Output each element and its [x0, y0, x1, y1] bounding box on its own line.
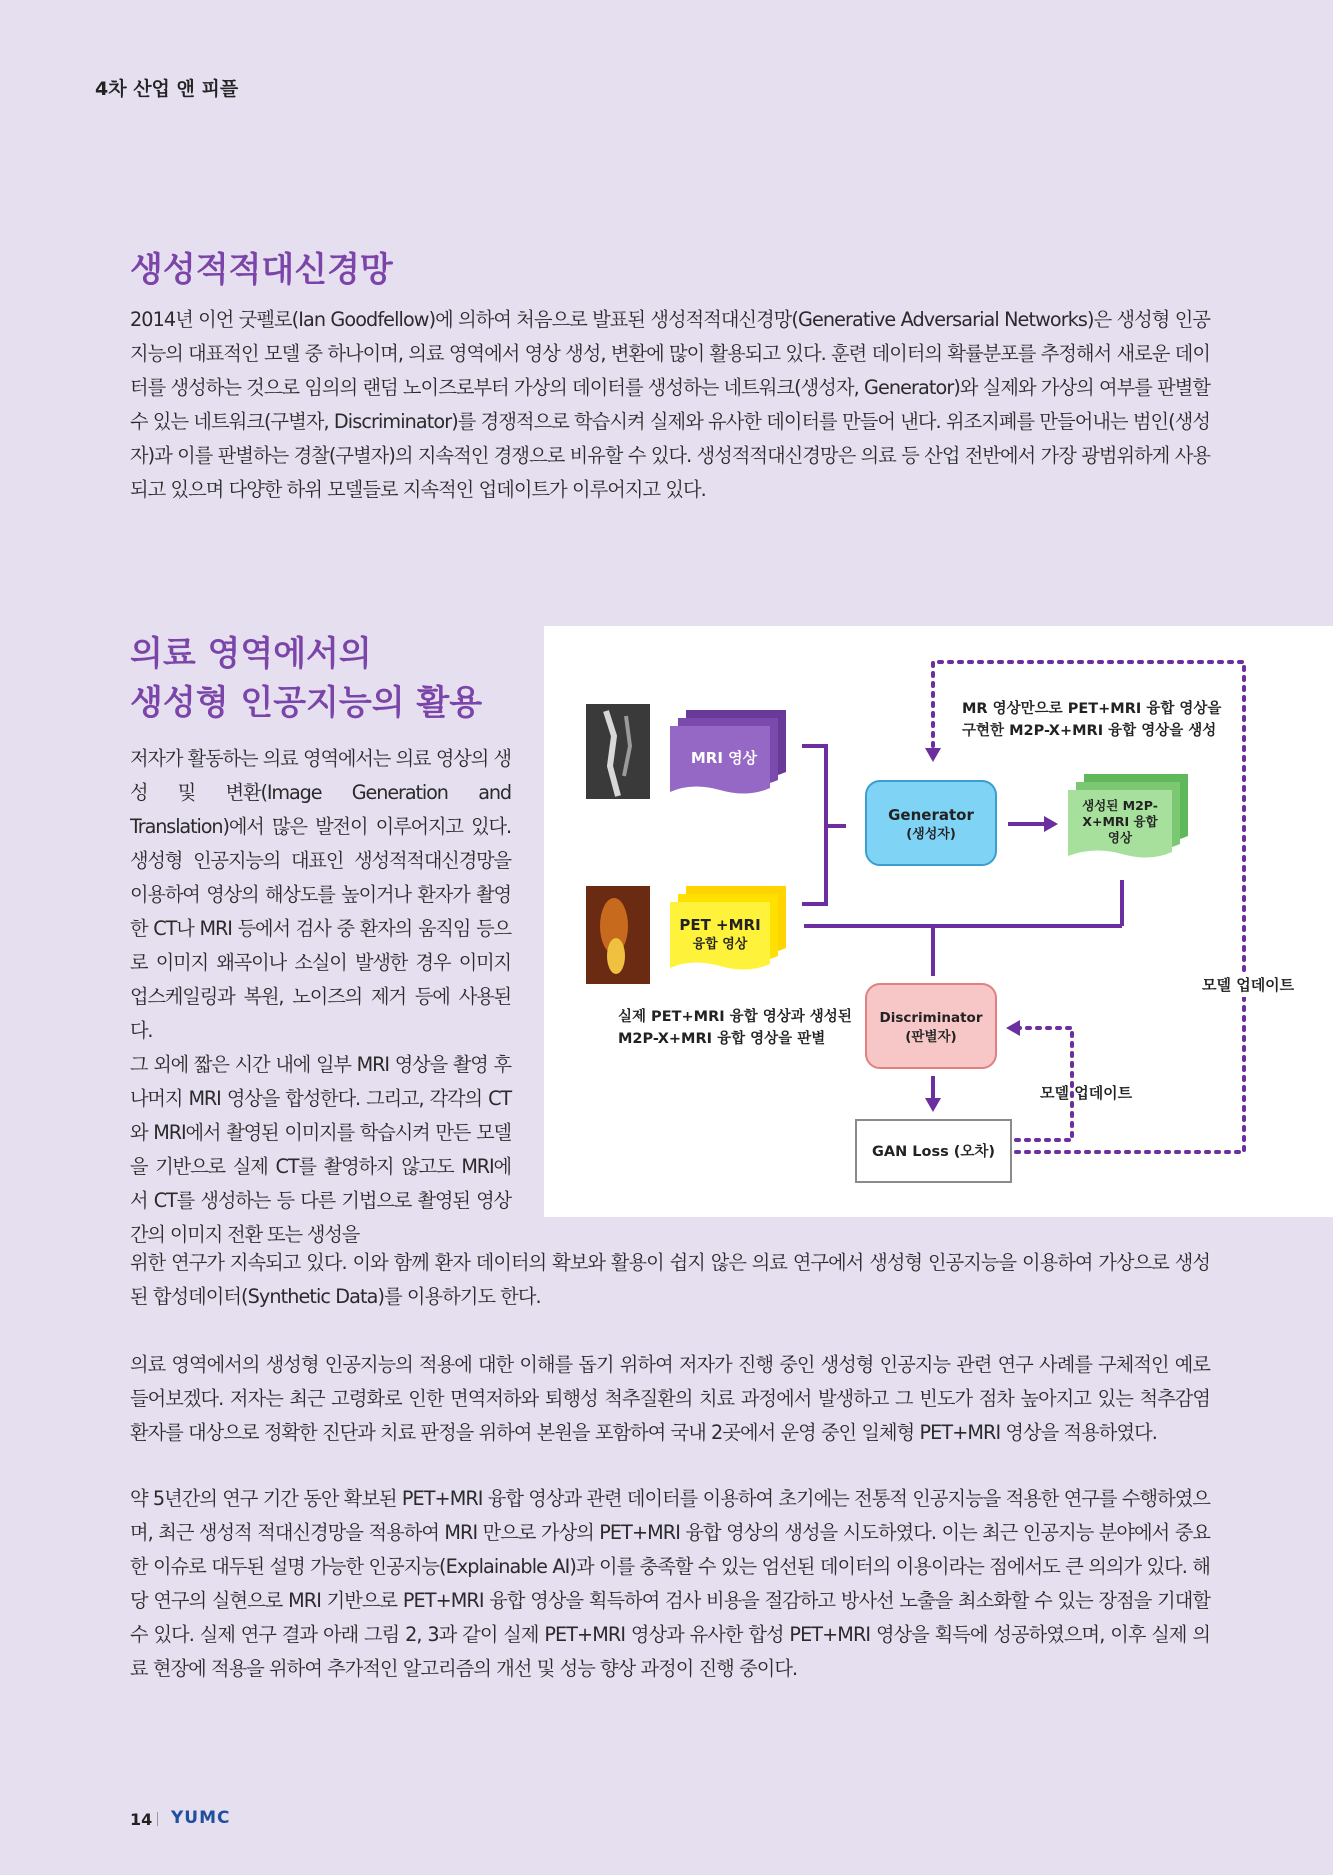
generator-label-line2: (생성자) — [906, 827, 956, 842]
pet-label-line2: 융합 영상 — [692, 937, 748, 952]
section-title-medical-line1: 의료 영역에서의 — [130, 634, 372, 674]
gan-loss-label: GAN Loss (오차) — [871, 1144, 996, 1160]
research-paragraph-2: 약 5년간의 연구 기간 동안 확보된 PET+MRI 융합 영상과 관련 데이터를 이용하여 초기에는 전통적 인공지능을 적용한 연구를 수행하였으며, 최근 생성적 적대신경망을 적용하여 MRI 만으로 가상의 PET+MRI 융합 영상의 생성을 시도하였다. 이는 최근 인공지능 분야에서 중요한 이슈로 대두된 설명 가능한 인공지능(Explainable AI)과 이를 충족할 수 있는 엄선된 데이터의 이용이라는 점에서도 큰 의의가 있다. 해당 연구의 실현으로 MRI 기반으로 PET+MRI 융합 영상을 획득하여 검사 비용을 절감하고 방사선 노출을 최소화할 수 있는 장점을 기대할 수 있다. 실제 연구 결과 아래 그림 2, 3과 같이 실제 PET+MRI 영상과 유사한 합성 PET+MRI 영상을 획득에 성공하였으며, 이후 실제 의료 현장에 적용을 위하여 추가적인 알고리즘의 개선 및 성능 향상 과정이 진행 중이다. — [130, 1487, 1210, 1680]
running-title: 4차 산업 앤 피플 — [95, 78, 239, 100]
top-note-line1: MR 영상만으로 PET+MRI 융합 영상을 — [962, 701, 1222, 717]
medical-side-paragraph-2: 그 외에 짧은 시간 내에 일부 MRI 영상을 촬영 후 나머지 MRI 영상을 합성한다. 그리고, 각각의 CT와 MRI에서 촬영된 이미지를 학습시켜 만든 모델을 기반으로 실제 CT를 촬영하지 않고도 MRI에서 CT를 생성하는 등 다른 기법으로 촬영된 영상 간의 이미지 전환 또는 생성을 — [130, 1053, 511, 1246]
discriminator-label — [866, 1009, 996, 1047]
section-title-medical — [130, 630, 482, 728]
gan-paragraph: 2014년 이언 굿펠로(Ian Goodfellow)에 의하여 처음으로 발표된 생성적적대신경망(Generative Adversarial Networks)은 생성형 인공지능의 대표적인 모델 중 하나이며, 의료 영역에서 영상 생성, 변환에 많이 활용되고 있다. 훈련 데이터의 확률분포를 추정해서 새로운 데이터를 생성하는 것으로 임의의 랜덤 노이즈로부터 가상의 데이터를 생성하는 네트워크(생성자, Generator)와 실제와 가상의 여부를 판별할 수 있는 네트워크(구별자, Discriminator)를 경쟁적으로 학습시켜 실제와 유사한 데이터를 만들어 낸다. 위조지폐를 만들어내는 범인(생성자)과 이를 판별하는 경찰(구별자)의 지속적인 경쟁으로 비유할 수 있다. 생성적적대신경망은 의료 등 산업 전반에서 가장 광범위하게 사용되고 있으며 다양한 하위 모델들로 지속적인 업데이트가 이루어지고 있다. — [130, 308, 1210, 501]
generated-label-line3: 영상 — [1107, 830, 1133, 845]
pet-label-line1: PET +MRI — [679, 916, 761, 934]
generated-label-line1: 생성된 M2P- — [1082, 798, 1158, 813]
research-paragraph-1: 의료 영역에서의 생성형 인공지능의 적용에 대한 이해를 돕기 위하여 저자가 진행 중인 생성형 인공지능 관련 연구 사례를 구체적인 예로 들어보겠다. 저자는 최근 고령화로 인한 면역저하와 퇴행성 척추질환의 치료 과정에서 발생하고 그 빈도가 점차 높아지고 있는 척추감염 환자를 대상으로 정확한 진단과 치료 판정을 위하여 본원을 포함하여 국내 2곳에서 운영 중인 일체형 PET+MRI 영상을 적용하였다. — [130, 1353, 1210, 1444]
generator-label — [866, 806, 996, 844]
discriminator-note — [618, 1006, 852, 1050]
medical-side-paragraph-1: 저자가 활동하는 의료 영역에서는 의료 영상의 생성 및 변환(Image Generation and Translation)에서 많은 발전이 이루어지고 있다. 생성형 인공지능의 대표인 생성적적대신경망을 이용하여 영상의 해상도를 높이거나 환자가 촬영한 CT나 MRI 등에서 검사 중 환자의 움직임 등으로 이미지 왜곡이나 소실이 발생한 경우 이미지 업스케일링과 복원, 노이즈의 제거 등에 사용된다. — [130, 747, 511, 1042]
generated-label-line2: X+MRI 융합 — [1082, 814, 1158, 829]
gan-diagram — [544, 626, 1333, 1217]
model-update-inner-label: 모델 업데이트 — [1040, 1084, 1133, 1102]
top-note-line2: 구현한 M2P-X+MRI 융합 영상을 생성 — [962, 723, 1217, 739]
pet-label — [674, 916, 766, 954]
yumc-logo: YUMC — [171, 1808, 231, 1828]
discriminator-label-line2: (판별자) — [905, 1029, 957, 1045]
discriminator-label-line1: Discriminator — [879, 1010, 983, 1026]
footer-divider — [157, 1812, 158, 1826]
section-title-medical-line2: 생성형 인공지능의 활용 — [130, 683, 483, 723]
generated-label — [1068, 798, 1172, 846]
discriminator-note-line1: 실제 PET+MRI 융합 영상과 생성된 — [618, 1009, 852, 1025]
generator-label-line1: Generator — [888, 806, 974, 824]
medical-full-paragraph: 위한 연구가 지속되고 있다. 이와 함께 환자 데이터의 확보와 활용이 쉽지 않은 의료 연구에서 생성형 인공지능을 이용하여 가상으로 생성된 합성데이터(Synthetic Data)를 이용하기도 한다. — [130, 1251, 1210, 1308]
page-number: 14 — [130, 1810, 153, 1829]
discriminator-note-line2: M2P-X+MRI 융합 영상을 판별 — [618, 1031, 826, 1047]
section-title-gan: 생성적적대신경망 — [130, 250, 393, 290]
medical-side-text — [130, 742, 511, 1252]
model-update-right-label: 모델 업데이트 — [1200, 972, 1296, 997]
mri-label: MRI 영상 — [690, 749, 758, 767]
top-note — [962, 698, 1221, 742]
